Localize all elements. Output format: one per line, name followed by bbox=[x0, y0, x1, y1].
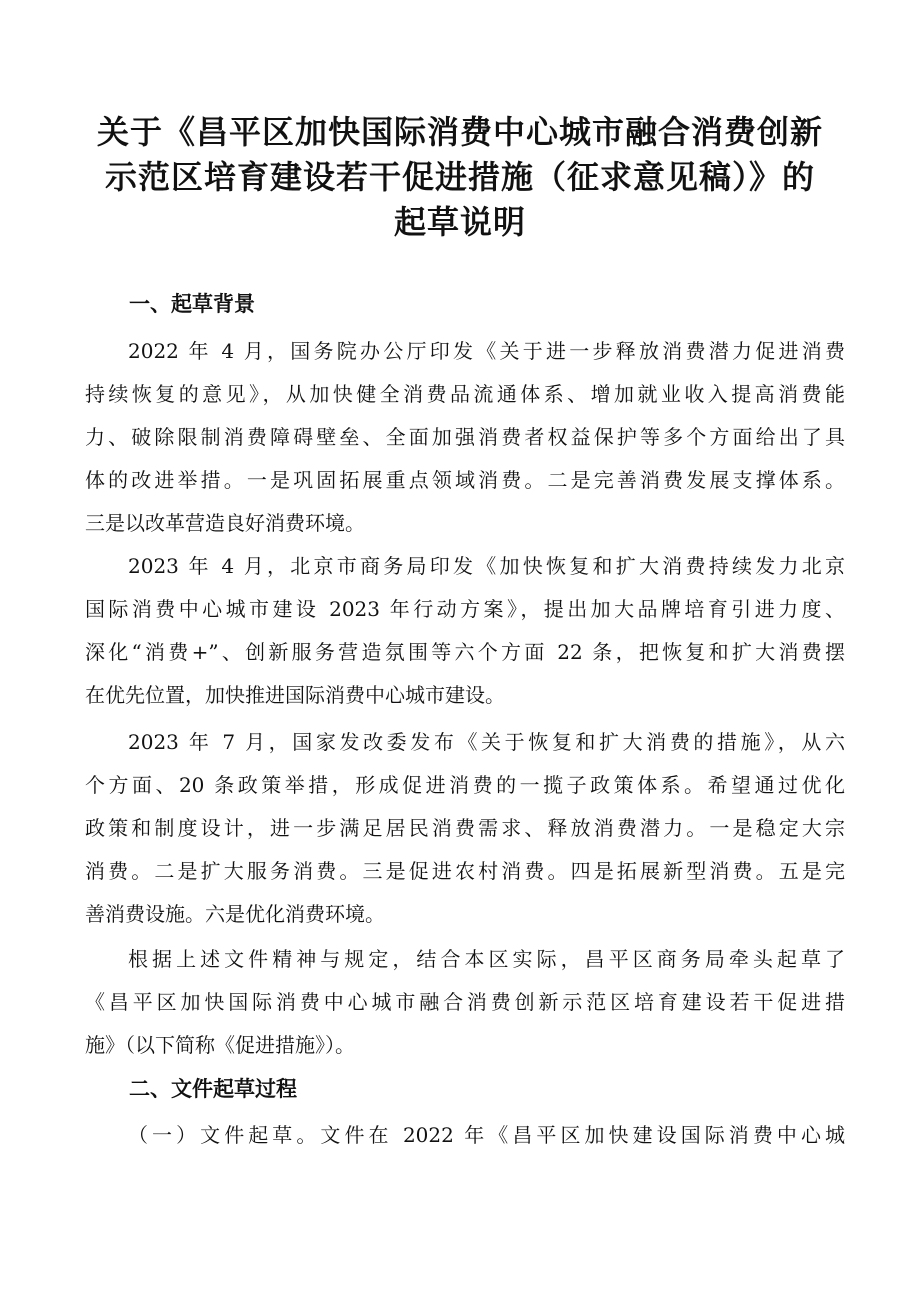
document-title-line-3: 起草说明 bbox=[393, 203, 526, 241]
body-text-line: 政策和制度设计，进一步满足居民消费需求、释放消费潜力。一是稳定大宗 bbox=[85, 816, 845, 840]
body-text-line: 2023 年 7 月，国家发改委发布《关于恢复和扩大消费的措施》，从六 bbox=[128, 730, 845, 754]
body-text-line: 国际消费中心城市建设 2023 年行动方案》，提出加大品牌培育引进力度、 bbox=[85, 597, 845, 621]
body-text-line: 持续恢复的意见》，从加快健全消费品流通体系、增加就业收入提高消费能 bbox=[85, 382, 845, 406]
body-text-line: 深化“消费+”、创新服务营造氛围等六个方面 22 条，把恢复和扩大消费摆 bbox=[85, 640, 845, 664]
body-text-line: 力、破除限制消费障碍壁垒、全面加强消费者权益保护等多个方面给出了具 bbox=[85, 425, 845, 449]
body-text-line: 2022 年 4 月，国务院办公厅印发《关于进一步释放消费潜力促进消费 bbox=[128, 339, 845, 363]
body-text-line: 消费。二是扩大服务消费。三是促进农村消费。四是拓展新型消费。五是完 bbox=[85, 859, 845, 883]
body-text-line: 《昌平区加快国际消费中心城市融合消费创新示范区培育建设若干促进措 bbox=[85, 990, 845, 1014]
section-1-heading: 一、起草背景 bbox=[129, 292, 255, 316]
body-text-line: 三是以改革营造良好消费环境。 bbox=[85, 511, 365, 535]
body-text-line: 施》（以下简称《促进措施》）。 bbox=[85, 1033, 355, 1057]
document-title-line-2: 示范区培育建设若干促进措施（征求意见稿）》的 bbox=[104, 158, 815, 196]
body-text-line: 体的改进举措。一是巩固拓展重点领域消费。二是完善消费发展支撑体系。 bbox=[85, 468, 845, 492]
body-text-line: 在优先位置，加快推进国际消费中心城市建设。 bbox=[85, 683, 505, 707]
body-text-line: 根据上述文件精神与规定，结合本区实际，昌平区商务局牵头起草了 bbox=[128, 947, 845, 971]
section-2-heading: 二、文件起草过程 bbox=[129, 1077, 297, 1101]
body-text-line: 个方面、20 条政策举措，形成促进消费的一揽子政策体系。希望通过优化 bbox=[85, 773, 845, 797]
body-text-line: 善消费设施。六是优化消费环境。 bbox=[85, 902, 385, 926]
body-text-line: 2023 年 4 月，北京市商务局印发《加快恢复和扩大消费持续发力北京 bbox=[128, 554, 845, 578]
document-title-line-1: 关于《昌平区加快国际消费中心城市融合消费创新 bbox=[96, 113, 823, 151]
body-text-line: （一）文件起草。文件在 2022 年《昌平区加快建设国际消费中心城 bbox=[128, 1123, 845, 1147]
